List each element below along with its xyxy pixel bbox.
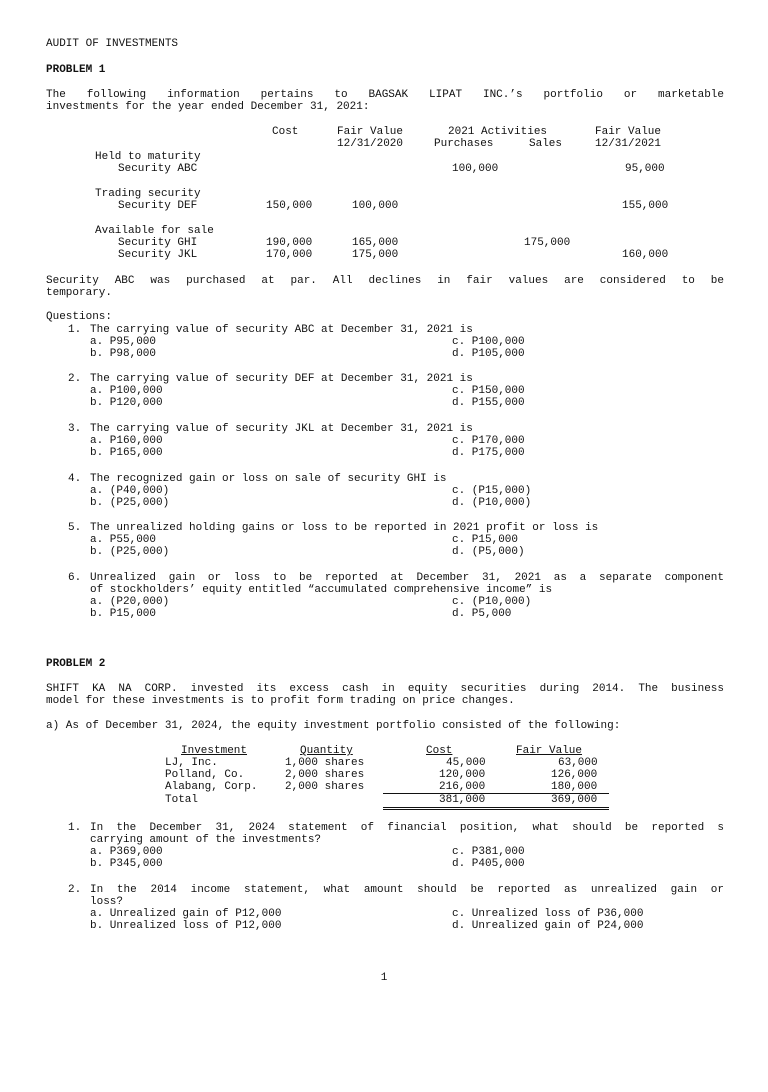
question-number: 4.: [68, 473, 82, 485]
cell-purchases: 100,000: [452, 163, 499, 175]
option-d: d. Unrealized gain of P24,000: [452, 920, 644, 932]
cell-fv-2021: 155,000: [622, 200, 669, 212]
cell-fv-2021: 160,000: [622, 249, 669, 261]
cell-fv-2021: 95,000: [625, 163, 665, 175]
option-a: a. (P20,000): [90, 596, 170, 608]
cell-cost: 150,000: [266, 200, 313, 212]
cell-quantity: 2,000 shares: [285, 781, 365, 793]
option-b: b. Unrealized loss of P12,000: [90, 920, 282, 932]
total-double-rule-2: [383, 809, 609, 810]
cell-fv-2020: 175,000: [352, 249, 399, 261]
cell-cost: 120,000: [439, 769, 486, 781]
group-label-available-for-sale: Available for sale: [95, 225, 214, 237]
cell-fv-2020: 165,000: [352, 237, 399, 249]
cell-quantity: 2,000 shares: [285, 769, 365, 781]
option-a: a. P160,000: [90, 435, 163, 447]
option-d: d. (P5,000): [452, 546, 525, 558]
question-stem-continued: carrying amount of the investments?: [90, 834, 322, 846]
option-b: b. P15,000: [90, 608, 157, 620]
problem-2-title: PROBLEM 2: [46, 658, 106, 670]
equity-investment-table: [46, 745, 724, 815]
cell-cost: 190,000: [266, 237, 313, 249]
option-c: c. P150,000: [452, 385, 525, 397]
total-double-rule-1: [383, 807, 609, 808]
row-name: LJ, Inc.: [165, 757, 218, 769]
option-c: c. P381,000: [452, 846, 525, 858]
question-stem-continued: loss?: [90, 896, 124, 908]
cell-fair-value: 126,000: [551, 769, 598, 781]
option-c: c. P100,000: [452, 336, 525, 348]
problem-2-intro-line-2: model for these investments is to profit form trading on price changes.: [46, 695, 515, 707]
problem-1-note-line-1: Security ABC was purchased at par. All declines in fair values are considered to be: [46, 275, 724, 287]
problem-1-intro-line-2: investments for the year ended December 31, 2021:: [46, 101, 370, 113]
row-name: Alabang, Corp.: [165, 781, 258, 793]
option-d: d. P5,000: [452, 608, 512, 620]
option-b: b. (P25,000): [90, 546, 170, 558]
option-b: b. P98,000: [90, 348, 157, 360]
col-header-sales: Sales: [529, 138, 563, 150]
question-number: 1.: [68, 822, 82, 834]
cell-quantity: 1,000 shares: [285, 757, 365, 769]
question-number: 2.: [68, 884, 82, 896]
col-header-fv-2021: Fair Value: [595, 126, 662, 138]
question-number: 6.: [68, 572, 82, 584]
option-c: c. (P15,000): [452, 485, 532, 497]
page-number: 1: [380, 972, 388, 984]
cell-cost: 216,000: [439, 781, 486, 793]
problem-2-intro-line-1: SHIFT KA NA CORP. invested its excess cash in equity securities during 2014. The business: [46, 683, 724, 695]
option-a: a. P369,000: [90, 846, 163, 858]
option-c: c. (P10,000): [452, 596, 532, 608]
option-a: a. (P40,000): [90, 485, 170, 497]
option-b: b. P345,000: [90, 858, 163, 870]
question-stem: In the December 31, 2024 statement of financial position, what should be reported s: [90, 822, 724, 834]
option-a: a. P95,000: [90, 336, 157, 348]
cell-cost: 170,000: [266, 249, 313, 261]
group-label-trading-security: Trading security: [95, 188, 201, 200]
row-name: Polland, Co.: [165, 769, 245, 781]
col-header-cost: Cost: [426, 745, 453, 757]
cell-fair-value: 180,000: [551, 781, 598, 793]
group-label-held-to-maturity: Held to maturity: [95, 151, 201, 163]
option-d: d. P105,000: [452, 348, 525, 360]
cell-sales: 175,000: [524, 237, 571, 249]
question-stem: The unrealized holding gains or loss to be reported in 2021 profit or loss is: [90, 522, 599, 534]
col-header-investment: Investment: [181, 745, 248, 757]
question-stem: In the 2014 income statement, what amount should be reported as unrealized gain or: [90, 884, 724, 896]
option-b: b. P165,000: [90, 447, 163, 459]
question-stem: The carrying value of security ABC at December 31, 2021 is: [90, 324, 473, 336]
option-b: b. (P25,000): [90, 497, 170, 509]
option-d: d. (P10,000): [452, 497, 532, 509]
total-fair-value: 369,000: [551, 794, 598, 806]
row-name: Security ABC: [118, 163, 198, 175]
document-title: AUDIT OF INVESTMENTS: [46, 38, 179, 50]
option-c: c. P170,000: [452, 435, 525, 447]
question-stem: The carrying value of security DEF at December 31, 2021 is: [90, 373, 473, 385]
col-header-quantity: Quantity: [300, 745, 353, 757]
col-header-fair-value: Fair Value: [516, 745, 583, 757]
option-c: c. Unrealized loss of P36,000: [452, 908, 644, 920]
row-name: Security DEF: [118, 200, 198, 212]
col-header-fv-2021-date: 12/31/2021: [595, 138, 662, 150]
option-a: a. P55,000: [90, 534, 157, 546]
col-header-fv-2020-date: 12/31/2020: [337, 138, 404, 150]
cell-cost: 45,000: [446, 757, 486, 769]
question-number: 2.: [68, 373, 82, 385]
col-header-cost: Cost: [272, 126, 299, 138]
option-a: a. P100,000: [90, 385, 163, 397]
problem-2-part-a: a) As of December 31, 2024, the equity investment portfolio consisted of the following:: [46, 720, 621, 732]
option-a: a. Unrealized gain of P12,000: [90, 908, 282, 920]
problem-1-title: PROBLEM 1: [46, 64, 106, 76]
question-number: 1.: [68, 324, 82, 336]
question-number: 5.: [68, 522, 82, 534]
question-stem-continued: of stockholders’ equity entitled “accumulated comprehensive income” is: [90, 584, 553, 596]
option-c: c. P15,000: [452, 534, 519, 546]
option-d: d. P405,000: [452, 858, 525, 870]
problem-1-intro-line-1: The following information pertains to BAGSAK LIPAT INC.’s portfolio or marketable: [46, 89, 724, 101]
question-number: 3.: [68, 423, 82, 435]
col-header-purchases: Purchases: [434, 138, 494, 150]
total-cost: 381,000: [439, 794, 486, 806]
cell-fv-2020: 100,000: [352, 200, 399, 212]
cell-fair-value: 63,000: [558, 757, 598, 769]
option-b: b. P120,000: [90, 397, 163, 409]
row-name: Security JKL: [118, 249, 198, 261]
questions-label: Questions:: [46, 311, 113, 323]
problem-1-note-line-2: temporary.: [46, 287, 113, 299]
question-stem: Unrealized gain or loss to be reported at December 31, 2021 as a separate component: [90, 572, 724, 584]
option-d: d. P155,000: [452, 397, 525, 409]
col-header-fv-2020: Fair Value: [337, 126, 404, 138]
question-stem: The recognized gain or loss on sale of security GHI is: [90, 473, 447, 485]
option-d: d. P175,000: [452, 447, 525, 459]
col-header-activities: 2021 Activities: [448, 126, 548, 138]
row-name: Security GHI: [118, 237, 198, 249]
total-label: Total: [165, 794, 199, 806]
question-stem: The carrying value of security JKL at December 31, 2021 is: [90, 423, 473, 435]
